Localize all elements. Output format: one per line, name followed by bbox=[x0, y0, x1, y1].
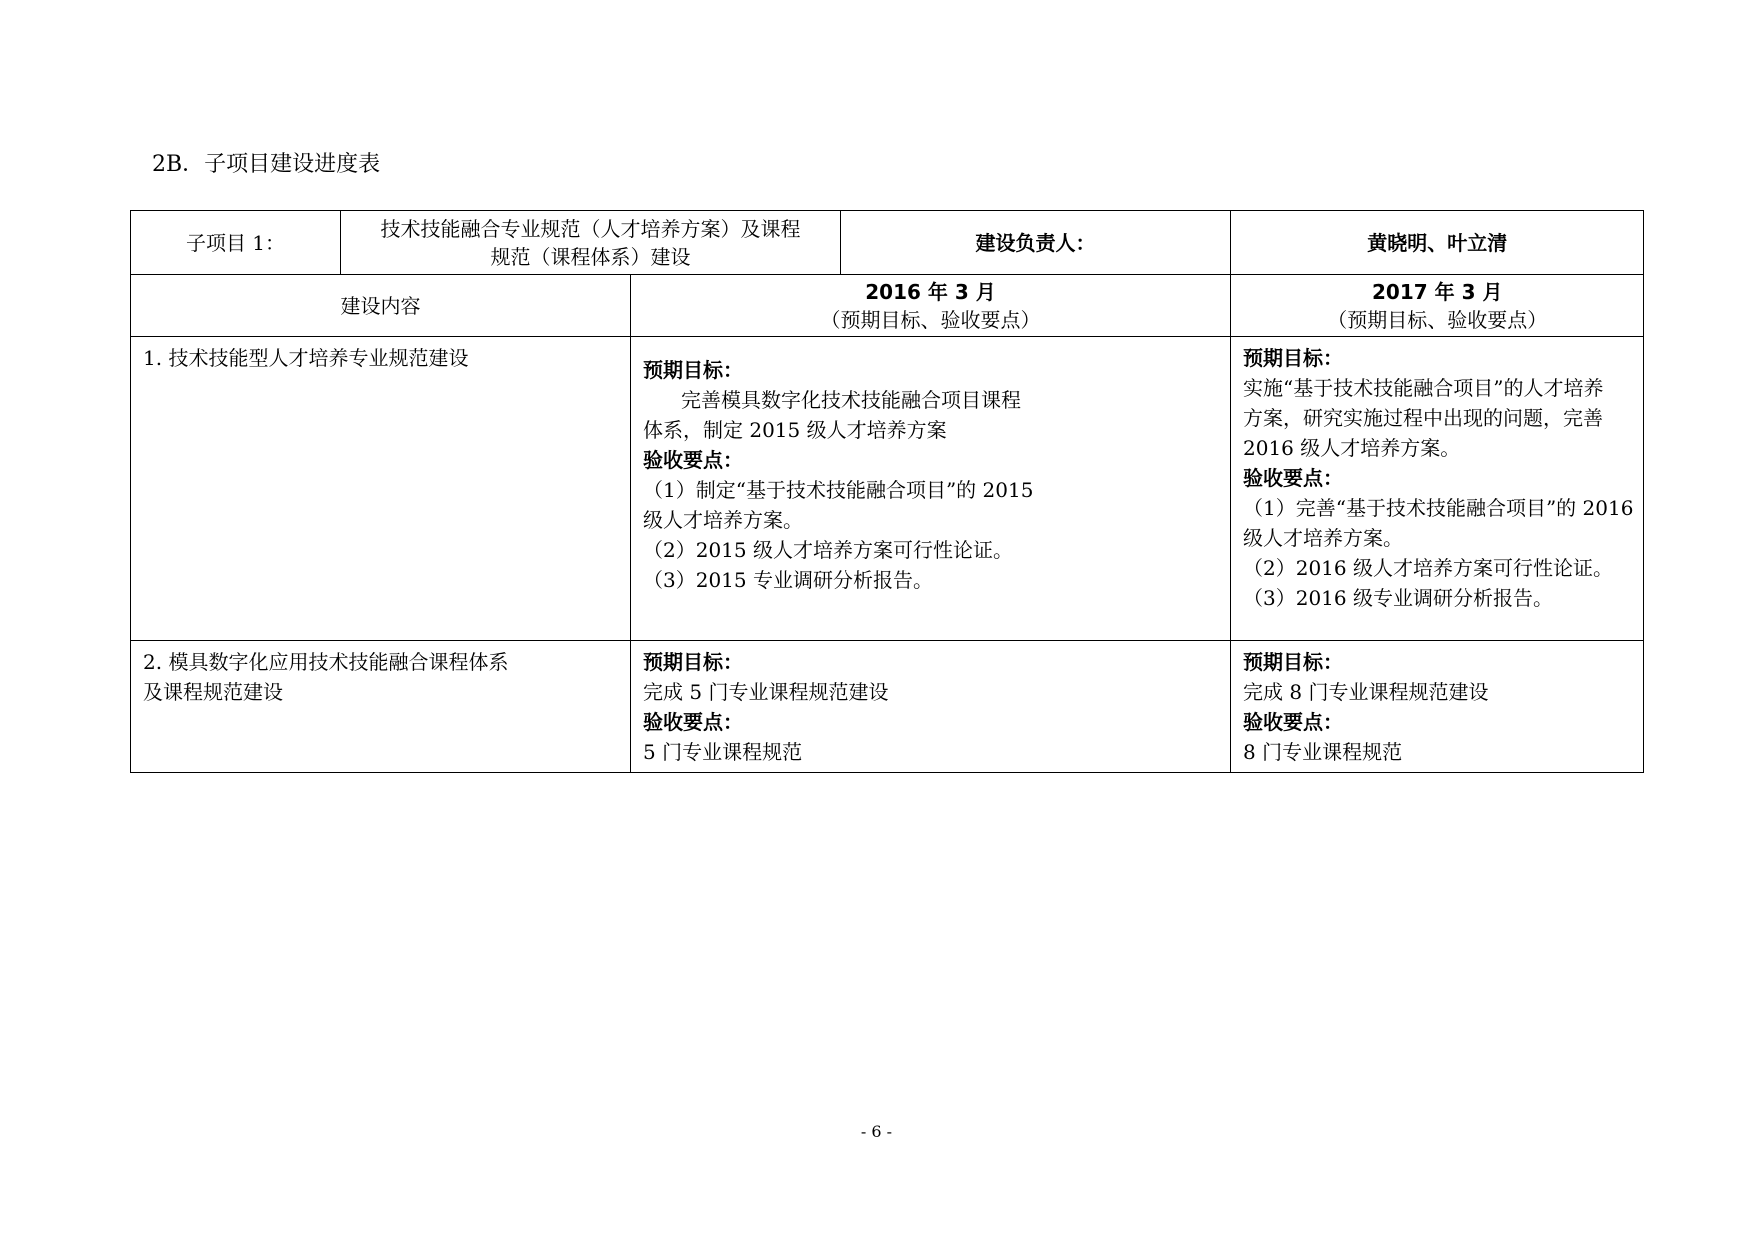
goal-label: 预期目标： bbox=[643, 358, 743, 382]
check-item: 级人才培养方案。 bbox=[643, 508, 803, 532]
goal-text: 完成 5 门专业课程规范建设 bbox=[643, 680, 889, 704]
content-line: 1. 技术技能型人才培养专业规范建设 bbox=[143, 346, 469, 370]
section-title: 2B．子项目建设进度表 bbox=[152, 152, 381, 177]
check-item: （3）2016 级专业调研分析报告。 bbox=[1243, 586, 1553, 610]
goal-text: 体系，制定 2015 级人才培养方案 bbox=[643, 418, 947, 442]
content-cell bbox=[131, 641, 631, 773]
check-label: 验收要点： bbox=[1243, 710, 1343, 734]
content-header: 建设内容 bbox=[340, 293, 421, 318]
period1-subtitle: （预期目标、验收要点） bbox=[820, 307, 1041, 332]
content-line: 2. 模具数字化应用技术技能融合课程体系 bbox=[143, 650, 509, 674]
check-label: 验收要点： bbox=[1243, 466, 1343, 490]
subproject-name-line2: 规范（课程体系）建设 bbox=[490, 244, 691, 269]
goal-label: 预期目标： bbox=[1243, 346, 1343, 370]
subproject-row bbox=[131, 211, 1644, 275]
check-label: 验收要点： bbox=[643, 448, 743, 472]
period2-header-cell bbox=[1231, 275, 1644, 337]
owner-label-cell bbox=[841, 211, 1231, 275]
goal-text: 实施“基于技术技能融合项目”的人才培养 bbox=[1243, 376, 1604, 400]
progress-table bbox=[130, 210, 1644, 773]
content-cell bbox=[131, 337, 631, 641]
period2-cell bbox=[1231, 641, 1644, 773]
check-item: （1）制定“基于技术技能融合项目”的 2015 bbox=[643, 478, 1034, 502]
page-number: - 6 - bbox=[860, 1122, 893, 1141]
period1-date: 2016 年 3 月 bbox=[865, 279, 996, 304]
period2-cell bbox=[1231, 337, 1644, 641]
goal-text: 方案，研究实施过程中出现的问题，完善 bbox=[1243, 406, 1603, 430]
content-header-cell bbox=[131, 275, 631, 337]
goal-text: 2016 级人才培养方案。 bbox=[1243, 436, 1461, 460]
owner-value-cell bbox=[1231, 211, 1644, 275]
period1-header-cell bbox=[631, 275, 1231, 337]
period1-cell bbox=[631, 641, 1231, 773]
period1-cell bbox=[631, 337, 1231, 641]
goal-text: 完成 8 门专业课程规范建设 bbox=[1243, 680, 1489, 704]
check-item: 5 门专业课程规范 bbox=[643, 740, 803, 764]
subproject-name-line1: 技术技能融合专业规范（人才培养方案）及课程 bbox=[380, 216, 801, 241]
check-label: 验收要点： bbox=[643, 710, 743, 734]
column-header-row bbox=[131, 275, 1644, 337]
table-row bbox=[131, 337, 1644, 641]
table-row bbox=[131, 641, 1644, 773]
period2-date: 2017 年 3 月 bbox=[1371, 279, 1503, 304]
check-item: （3）2015 专业调研分析报告。 bbox=[643, 568, 933, 592]
content-line: 及课程规范建设 bbox=[143, 680, 283, 704]
subproject-label-cell bbox=[131, 211, 341, 275]
subproject-name-cell bbox=[341, 211, 841, 275]
goal-label: 预期目标： bbox=[1243, 650, 1343, 674]
check-item: （2）2015 级人才培养方案可行性论证。 bbox=[643, 538, 1013, 562]
check-item: 级人才培养方案。 bbox=[1243, 526, 1403, 550]
goal-text: 完善模具数字化技术技能融合项目课程 bbox=[681, 388, 1021, 412]
check-item: （1）完善“基于技术技能融合项目”的 2016 bbox=[1243, 496, 1634, 520]
subproject-label: 子项目 1： bbox=[185, 230, 286, 255]
check-item: （2）2016 级人才培养方案可行性论证。 bbox=[1243, 556, 1613, 580]
owner-value: 黄晓明、叶立清 bbox=[1367, 230, 1508, 255]
goal-label: 预期目标： bbox=[643, 650, 743, 674]
check-item: 8 门专业课程规范 bbox=[1243, 740, 1403, 764]
owner-label: 建设负责人： bbox=[975, 230, 1096, 255]
period2-subtitle: （预期目标、验收要点） bbox=[1327, 307, 1548, 332]
